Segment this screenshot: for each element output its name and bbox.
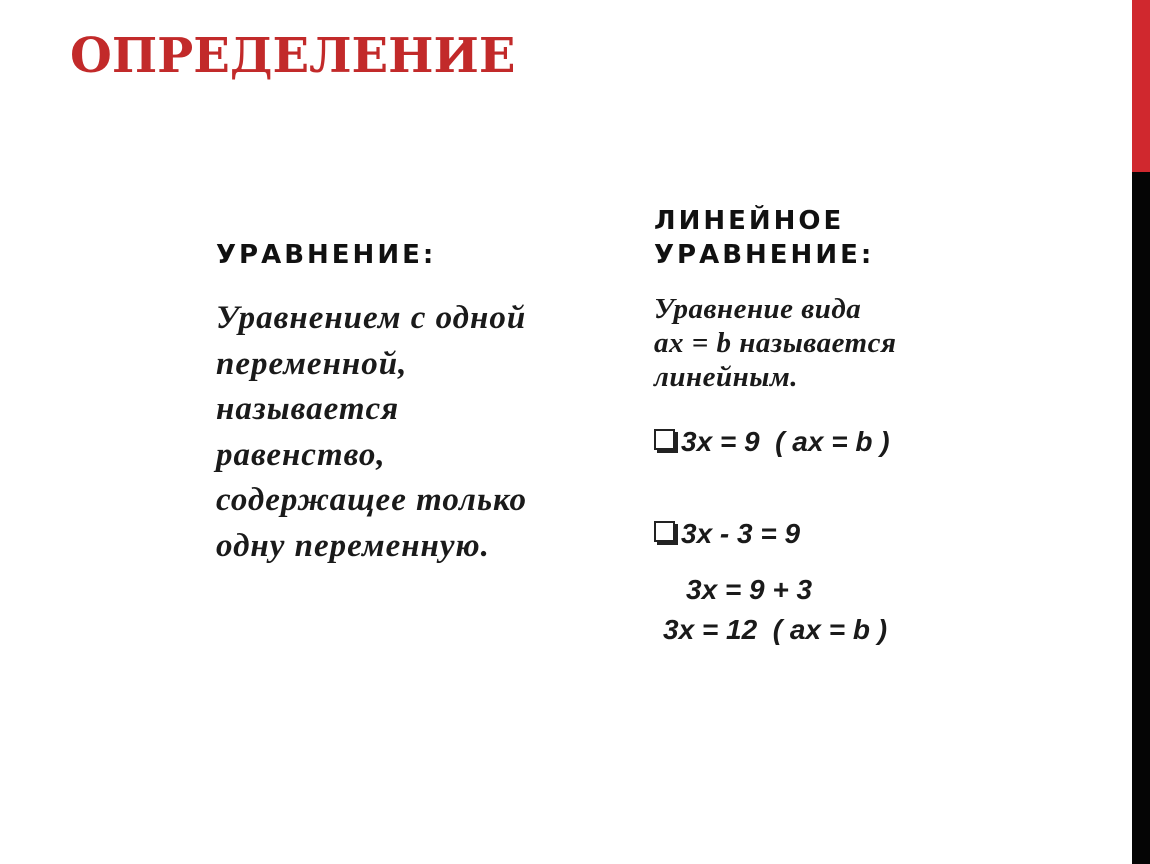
right-heading-line: ЛИНЕЙНОЕ <box>654 206 845 236</box>
right-heading <box>654 204 874 272</box>
definition-line: содержащее только <box>216 482 528 518</box>
definition-line: равенство, <box>216 436 386 473</box>
right-heading-line: УРАВНЕНИЕ: <box>654 240 875 270</box>
solution-step-1: 3x = 9 + 3 <box>686 574 813 605</box>
example-equation-text: 3x - 3 = 9 <box>681 518 801 549</box>
checkbox-bullet-icon <box>654 429 675 450</box>
left-heading: УРАВНЕНИЕ: <box>216 240 437 270</box>
linear-definition-line: Уравнение вида <box>654 293 862 325</box>
edge-accent-bar-black <box>1132 172 1150 864</box>
example-equation-1 <box>654 426 890 458</box>
slide-title: ОПРЕДЕЛЕНИЕ <box>70 28 516 84</box>
definition-line: переменной, <box>216 345 408 382</box>
equation-definition-text <box>216 296 586 569</box>
linear-definition-line: ax = b называется <box>654 327 897 359</box>
linear-equation-definition-text <box>654 292 974 394</box>
example-equation-2 <box>654 518 800 550</box>
definition-line: Уравнением с одной <box>216 300 527 336</box>
checkbox-bullet-icon <box>654 521 675 542</box>
edge-accent-bar-red <box>1132 0 1150 172</box>
solution-step-2: 3x = 12 ( ax = b ) <box>663 614 888 645</box>
example-equation-text: 3x = 9 ( ax = b ) <box>681 426 890 457</box>
definition-line: называется <box>216 391 400 427</box>
linear-definition-line: линейным. <box>654 361 798 393</box>
definition-line: одну переменную. <box>216 527 490 564</box>
